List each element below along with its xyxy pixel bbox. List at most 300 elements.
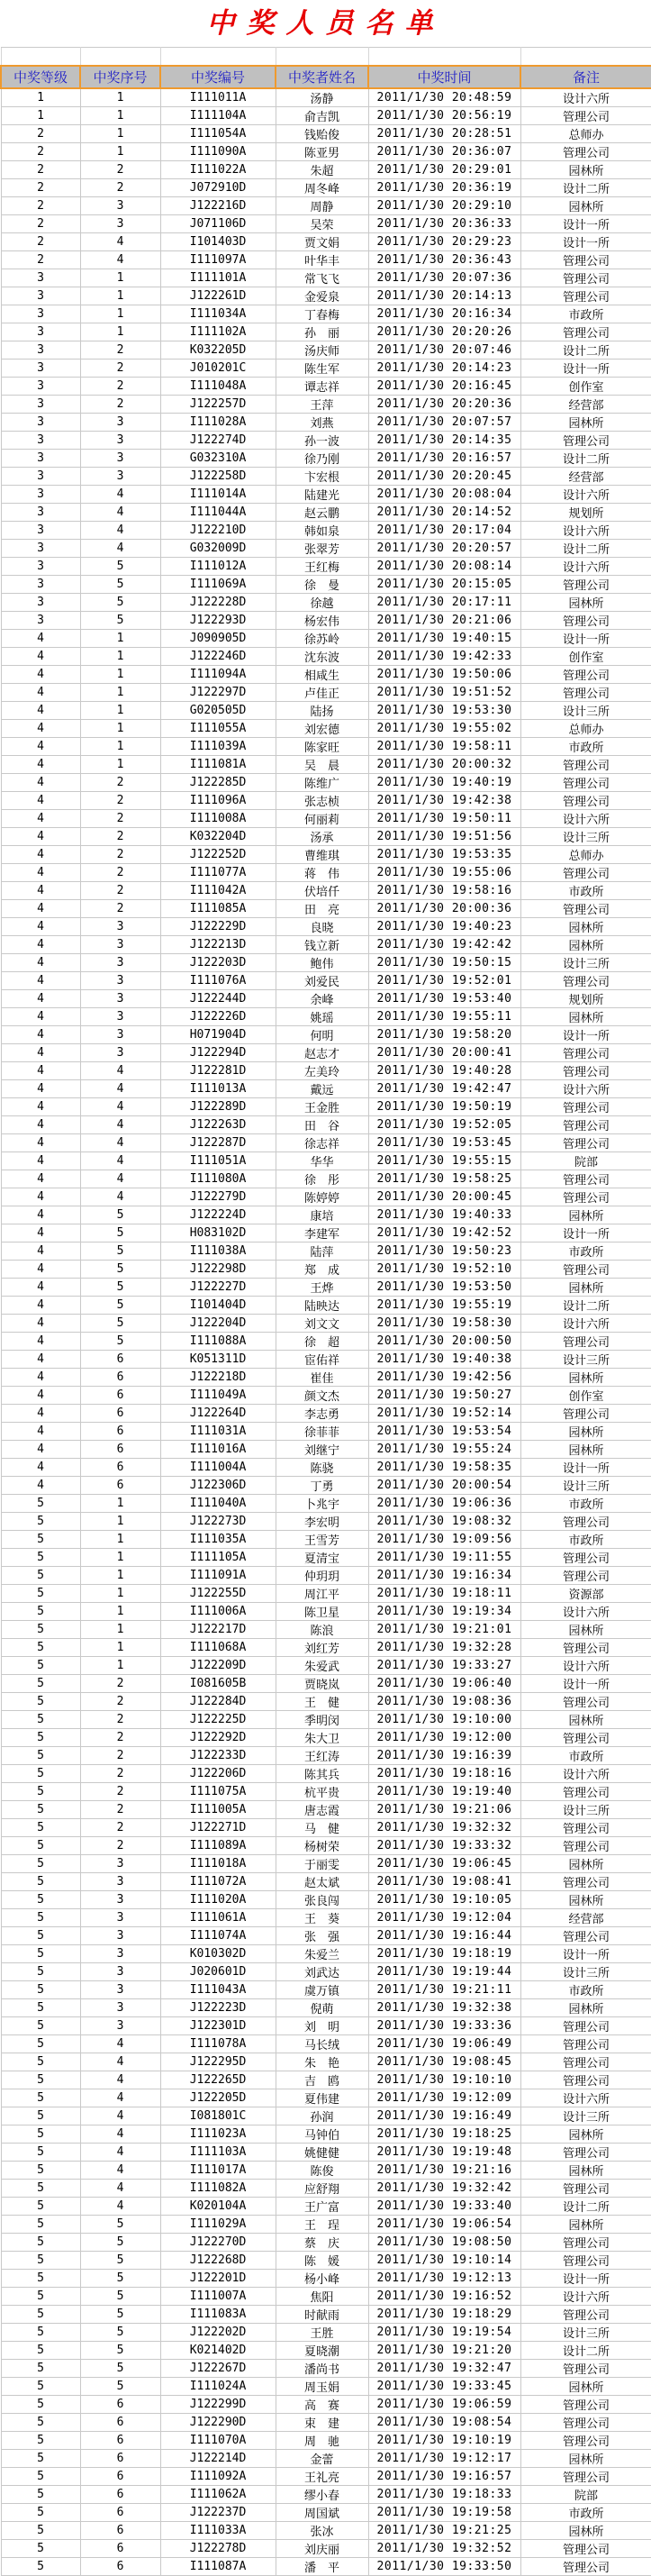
table-row — [1, 666, 651, 684]
name-cell: 叶华丰 — [276, 251, 368, 269]
remark-cell: 设计三所 — [520, 1963, 651, 1981]
table-row — [1, 630, 651, 648]
table-row — [1, 1008, 651, 1026]
seq-cell: 2 — [80, 1729, 160, 1747]
remark-cell: 管理公司 — [520, 2252, 651, 2270]
table-row — [1, 2270, 651, 2288]
code-cell: I111087A — [160, 2558, 276, 2576]
name-cell: 常飞飞 — [276, 269, 368, 287]
time-cell: 2011/1/30 19:10:14 — [368, 2252, 520, 2270]
time-cell: 2011/1/30 19:52:01 — [368, 972, 520, 990]
seq-cell: 3 — [80, 432, 160, 450]
name-cell: 马 健 — [276, 1819, 368, 1837]
remark-cell: 管理公司 — [520, 432, 651, 450]
name-cell: 余峰 — [276, 990, 368, 1008]
time-cell: 2011/1/30 20:36:33 — [368, 215, 520, 233]
name-cell: 王广富 — [276, 2198, 368, 2216]
level-cell: 5 — [1, 2216, 80, 2234]
time-cell: 2011/1/30 19:53:54 — [368, 1423, 520, 1441]
code-cell: J122279D — [160, 1188, 276, 1206]
level-cell: 5 — [1, 2089, 80, 2107]
time-cell: 2011/1/30 19:10:19 — [368, 2432, 520, 2450]
code-cell: K020104A — [160, 2198, 276, 2216]
time-cell: 2011/1/30 19:21:16 — [368, 2162, 520, 2180]
code-cell: I111005A — [160, 1801, 276, 1819]
code-cell: I111018A — [160, 1855, 276, 1873]
seq-cell: 5 — [80, 2360, 160, 2378]
time-cell: 2011/1/30 19:16:39 — [368, 1747, 520, 1765]
table-row — [1, 1927, 651, 1945]
remark-cell: 规划所 — [520, 504, 651, 522]
level-cell: 4 — [1, 630, 80, 648]
seq-cell: 1 — [80, 143, 160, 161]
spacer-cell — [368, 48, 520, 67]
name-cell: 俞吉凯 — [276, 107, 368, 125]
remark-cell: 园林所 — [520, 2125, 651, 2144]
remark-cell: 市政所 — [520, 738, 651, 756]
level-cell: 5 — [1, 2035, 80, 2053]
seq-cell: 6 — [80, 2396, 160, 2414]
time-cell: 2011/1/30 20:56:19 — [368, 107, 520, 125]
table-row — [1, 1206, 651, 1224]
table-row — [1, 1116, 651, 1134]
time-cell: 2011/1/30 19:58:16 — [368, 882, 520, 900]
code-cell: I111068A — [160, 1639, 276, 1657]
level-cell: 4 — [1, 1116, 80, 1134]
table-row — [1, 918, 651, 936]
code-cell: I111034A — [160, 305, 276, 323]
seq-cell: 1 — [80, 1621, 160, 1639]
name-cell: 王 健 — [276, 1693, 368, 1711]
table-row — [1, 1567, 651, 1585]
name-cell: 颜文杰 — [276, 1387, 368, 1405]
seq-cell: 6 — [80, 1423, 160, 1441]
remark-cell: 设计一所 — [520, 1945, 651, 1963]
time-cell: 2011/1/30 19:55:19 — [368, 1297, 520, 1315]
table-row — [1, 1441, 651, 1459]
seq-cell: 4 — [80, 2035, 160, 2053]
remark-cell: 管理公司 — [520, 2234, 651, 2252]
code-cell: G032310A — [160, 450, 276, 468]
remark-cell: 园林所 — [520, 936, 651, 954]
spacer-cell — [1, 48, 80, 67]
table-row — [1, 305, 651, 323]
code-cell: I101404D — [160, 1297, 276, 1315]
seq-cell: 1 — [80, 1657, 160, 1675]
time-cell: 2011/1/30 20:17:11 — [368, 594, 520, 612]
seq-cell: 4 — [80, 504, 160, 522]
table-row — [1, 2486, 651, 2504]
name-cell: 陈俊 — [276, 2162, 368, 2180]
page-title: 中奖人员名单 — [206, 7, 445, 39]
column-header-time: 中奖时间 — [368, 66, 520, 88]
name-cell: 徐乃刚 — [276, 450, 368, 468]
name-cell: 王 珵 — [276, 2216, 368, 2234]
table-body — [1, 88, 651, 2576]
seq-cell: 2 — [80, 1693, 160, 1711]
table-row — [1, 2252, 651, 2270]
name-cell: 徐 超 — [276, 1333, 368, 1351]
time-cell: 2011/1/30 19:50:15 — [368, 954, 520, 972]
name-cell: 朱超 — [276, 161, 368, 179]
time-cell: 2011/1/30 20:14:23 — [368, 360, 520, 378]
table-row — [1, 1062, 651, 1080]
level-cell: 4 — [1, 990, 80, 1008]
seq-cell: 1 — [80, 1585, 160, 1603]
remark-cell: 园林所 — [520, 2522, 651, 2540]
name-cell: 金蕾 — [276, 2450, 368, 2468]
name-cell: 刘红芳 — [276, 1639, 368, 1657]
name-cell: 赵云鹏 — [276, 504, 368, 522]
time-cell: 2011/1/30 20:28:51 — [368, 125, 520, 143]
seq-cell: 5 — [80, 1242, 160, 1261]
seq-cell: 3 — [80, 1855, 160, 1873]
remark-cell: 设计一所 — [520, 1224, 651, 1242]
time-cell: 2011/1/30 19:53:50 — [368, 1279, 520, 1297]
time-cell: 2011/1/30 19:58:25 — [368, 1170, 520, 1188]
table-row — [1, 2288, 651, 2306]
level-cell: 4 — [1, 1224, 80, 1242]
seq-cell: 1 — [80, 287, 160, 305]
name-cell: 蔡 庆 — [276, 2234, 368, 2252]
remark-cell: 园林所 — [520, 1711, 651, 1729]
name-cell: 陆扬 — [276, 702, 368, 720]
remark-cell: 设计一所 — [520, 2270, 651, 2288]
spacer-cell — [160, 48, 276, 67]
name-cell: 徐 曼 — [276, 576, 368, 594]
level-cell: 5 — [1, 1927, 80, 1945]
seq-cell: 1 — [80, 1513, 160, 1531]
name-cell: 周江平 — [276, 1585, 368, 1603]
name-cell: 刘爱民 — [276, 972, 368, 990]
time-cell: 2011/1/30 19:06:49 — [368, 2035, 520, 2053]
seq-cell: 3 — [80, 936, 160, 954]
level-cell: 5 — [1, 1603, 80, 1621]
seq-cell: 2 — [80, 1819, 160, 1837]
code-cell: K021402D — [160, 2342, 276, 2360]
remark-cell: 设计二所 — [520, 540, 651, 558]
level-cell: 2 — [1, 233, 80, 251]
table-row — [1, 396, 651, 414]
time-cell: 2011/1/30 19:32:52 — [368, 2540, 520, 2558]
remark-cell: 管理公司 — [520, 900, 651, 918]
name-cell: 姚健健 — [276, 2144, 368, 2162]
table-row — [1, 936, 651, 954]
name-cell: 王雪芳 — [276, 1531, 368, 1549]
table-row — [1, 702, 651, 720]
level-cell: 5 — [1, 1747, 80, 1765]
seq-cell: 4 — [80, 1152, 160, 1170]
remark-cell: 管理公司 — [520, 2180, 651, 2198]
name-cell: 张冰 — [276, 2522, 368, 2540]
table-row — [1, 1801, 651, 1819]
name-cell: 汤静 — [276, 88, 368, 107]
table-row — [1, 1026, 651, 1044]
name-cell: 徐菲菲 — [276, 1423, 368, 1441]
level-cell: 5 — [1, 2017, 80, 2035]
level-cell: 4 — [1, 882, 80, 900]
name-cell: 孙一波 — [276, 432, 368, 450]
name-cell: 陆映达 — [276, 1297, 368, 1315]
time-cell: 2011/1/30 19:19:44 — [368, 1963, 520, 1981]
table-row — [1, 738, 651, 756]
time-cell: 2011/1/30 20:20:57 — [368, 540, 520, 558]
level-cell: 4 — [1, 1369, 80, 1387]
remark-cell: 院部 — [520, 1152, 651, 1170]
table-row — [1, 1891, 651, 1909]
table-row — [1, 1981, 651, 1999]
level-cell: 5 — [1, 1711, 80, 1729]
level-cell: 5 — [1, 1729, 80, 1747]
level-cell: 3 — [1, 269, 80, 287]
table-row — [1, 954, 651, 972]
code-cell: I081801C — [160, 2107, 276, 2125]
remark-cell: 管理公司 — [520, 1170, 651, 1188]
seq-cell: 5 — [80, 1261, 160, 1279]
seq-cell: 6 — [80, 1369, 160, 1387]
level-cell: 2 — [1, 197, 80, 215]
name-cell: 丁勇 — [276, 1477, 368, 1495]
remark-cell: 管理公司 — [520, 864, 651, 882]
seq-cell: 1 — [80, 323, 160, 341]
seq-cell: 2 — [80, 828, 160, 846]
table-row — [1, 684, 651, 702]
time-cell: 2011/1/30 19:53:40 — [368, 990, 520, 1008]
table-row — [1, 468, 651, 486]
level-cell: 3 — [1, 468, 80, 486]
level-cell: 5 — [1, 2504, 80, 2522]
level-cell: 5 — [1, 1999, 80, 2017]
remark-cell: 市政所 — [520, 1981, 651, 1999]
remark-cell: 设计一所 — [520, 215, 651, 233]
seq-cell: 5 — [80, 558, 160, 576]
name-cell: 刘庆丽 — [276, 2540, 368, 2558]
level-cell: 4 — [1, 1170, 80, 1188]
remark-cell: 设计三所 — [520, 828, 651, 846]
name-cell: 吴荣 — [276, 215, 368, 233]
time-cell: 2011/1/30 19:58:20 — [368, 1026, 520, 1044]
remark-cell: 设计六所 — [520, 1315, 651, 1333]
table-row — [1, 1549, 651, 1567]
time-cell: 2011/1/30 19:33:45 — [368, 2378, 520, 2396]
seq-cell: 1 — [80, 738, 160, 756]
level-cell: 4 — [1, 900, 80, 918]
code-cell: I111024A — [160, 2378, 276, 2396]
seq-cell: 6 — [80, 2468, 160, 2486]
remark-cell: 总师办 — [520, 720, 651, 738]
code-cell: J122227D — [160, 1279, 276, 1297]
level-cell: 5 — [1, 2306, 80, 2324]
level-cell: 2 — [1, 125, 80, 143]
remark-cell: 管理公司 — [520, 2558, 651, 2576]
code-cell: J122261D — [160, 287, 276, 305]
table-row — [1, 1459, 651, 1477]
table-row — [1, 1369, 651, 1387]
code-cell: J122214D — [160, 2450, 276, 2468]
table-row — [1, 233, 651, 251]
time-cell: 2011/1/30 19:18:29 — [368, 2306, 520, 2324]
level-cell: 5 — [1, 2324, 80, 2342]
name-cell: 汤承 — [276, 828, 368, 846]
code-cell: I111033A — [160, 2522, 276, 2540]
code-cell: I111078A — [160, 2035, 276, 2053]
table-row — [1, 756, 651, 774]
name-cell: 陈卫星 — [276, 1603, 368, 1621]
name-cell: 王红梅 — [276, 558, 368, 576]
seq-cell: 3 — [80, 468, 160, 486]
code-cell: J122289D — [160, 1098, 276, 1116]
code-cell: J122226D — [160, 1008, 276, 1026]
table-row — [1, 1855, 651, 1873]
level-cell: 5 — [1, 1657, 80, 1675]
code-cell: I111020A — [160, 1891, 276, 1909]
seq-cell: 3 — [80, 1873, 160, 1891]
table-row — [1, 2144, 651, 2162]
remark-cell: 经营部 — [520, 1909, 651, 1927]
level-cell: 5 — [1, 2270, 80, 2288]
table-row — [1, 1297, 651, 1315]
time-cell: 2011/1/30 20:20:36 — [368, 396, 520, 414]
code-cell: I111105A — [160, 1549, 276, 1567]
name-cell: 周 驰 — [276, 2432, 368, 2450]
seq-cell: 6 — [80, 2522, 160, 2540]
table-row — [1, 323, 651, 341]
code-cell: I111097A — [160, 251, 276, 269]
remark-cell: 管理公司 — [520, 143, 651, 161]
time-cell: 2011/1/30 20:15:05 — [368, 576, 520, 594]
code-cell: J122237D — [160, 2504, 276, 2522]
table-row — [1, 107, 651, 125]
seq-cell: 4 — [80, 1062, 160, 1080]
time-cell: 2011/1/30 20:36:07 — [368, 143, 520, 161]
level-cell: 5 — [1, 2360, 80, 2378]
level-cell: 4 — [1, 1062, 80, 1080]
level-cell: 4 — [1, 1261, 80, 1279]
remark-cell: 设计三所 — [520, 2107, 651, 2125]
code-cell: J122225D — [160, 1711, 276, 1729]
seq-cell: 2 — [80, 1747, 160, 1765]
spacer-row — [1, 48, 651, 67]
table-row — [1, 1639, 651, 1657]
name-cell: 朱爱兰 — [276, 1945, 368, 1963]
time-cell: 2011/1/30 19:21:11 — [368, 1981, 520, 1999]
time-cell: 2011/1/30 19:12:13 — [368, 2270, 520, 2288]
code-cell: J020601D — [160, 1963, 276, 1981]
table-row — [1, 1242, 651, 1261]
name-cell: 丁春梅 — [276, 305, 368, 323]
table-row — [1, 1351, 651, 1369]
table-row — [1, 882, 651, 900]
code-cell: I111102A — [160, 323, 276, 341]
remark-cell: 园林所 — [520, 161, 651, 179]
code-cell: J122246D — [160, 648, 276, 666]
name-cell: 焦阳 — [276, 2288, 368, 2306]
seq-cell: 1 — [80, 630, 160, 648]
name-cell: 陈婷婷 — [276, 1188, 368, 1206]
seq-cell: 5 — [80, 2342, 160, 2360]
remark-cell: 园林所 — [520, 1855, 651, 1873]
code-cell: J122264D — [160, 1405, 276, 1423]
seq-cell: 6 — [80, 1387, 160, 1405]
level-cell: 4 — [1, 1405, 80, 1423]
remark-cell: 管理公司 — [520, 1134, 651, 1152]
time-cell: 2011/1/30 19:21:20 — [368, 2342, 520, 2360]
code-cell: G032009D — [160, 540, 276, 558]
time-cell: 2011/1/30 20:00:50 — [368, 1333, 520, 1351]
code-cell: K010302D — [160, 1945, 276, 1963]
code-cell: J122281D — [160, 1062, 276, 1080]
column-header-level: 中奖等级 — [1, 66, 80, 88]
remark-cell: 设计二所 — [520, 2342, 651, 2360]
code-cell: I111104A — [160, 107, 276, 125]
table-row — [1, 2306, 651, 2324]
time-cell: 2011/1/30 20:00:32 — [368, 756, 520, 774]
time-cell: 2011/1/30 19:16:57 — [368, 2468, 520, 2486]
name-cell: 张翠芳 — [276, 540, 368, 558]
seq-cell: 2 — [80, 1711, 160, 1729]
remark-cell: 管理公司 — [520, 1783, 651, 1801]
level-cell: 5 — [1, 2125, 80, 2144]
table-row — [1, 1044, 651, 1062]
time-cell: 2011/1/30 19:58:30 — [368, 1315, 520, 1333]
seq-cell: 6 — [80, 2558, 160, 2576]
table-row — [1, 1711, 651, 1729]
code-cell: I111008A — [160, 810, 276, 828]
name-cell: 夏清宝 — [276, 1549, 368, 1567]
name-cell: 谭志祥 — [276, 378, 368, 396]
code-cell: J122202D — [160, 2324, 276, 2342]
spacer-cell — [80, 48, 160, 67]
remark-cell: 管理公司 — [520, 1044, 651, 1062]
seq-cell: 1 — [80, 666, 160, 684]
code-cell: I111038A — [160, 1242, 276, 1261]
time-cell: 2011/1/30 19:18:16 — [368, 1765, 520, 1783]
seq-cell: 2 — [80, 882, 160, 900]
remark-cell: 管理公司 — [520, 2053, 651, 2071]
level-cell: 5 — [1, 1585, 80, 1603]
table-row — [1, 1170, 651, 1188]
code-cell: I111035A — [160, 1531, 276, 1549]
time-cell: 2011/1/30 19:52:14 — [368, 1405, 520, 1423]
seq-cell: 1 — [80, 684, 160, 702]
remark-cell: 园林所 — [520, 2216, 651, 2234]
time-cell: 2011/1/30 19:12:17 — [368, 2450, 520, 2468]
time-cell: 2011/1/30 19:55:11 — [368, 1008, 520, 1026]
seq-cell: 2 — [80, 396, 160, 414]
remark-cell: 园林所 — [520, 1423, 651, 1441]
time-cell: 2011/1/30 19:42:56 — [368, 1369, 520, 1387]
seq-cell: 4 — [80, 1080, 160, 1098]
time-cell: 2011/1/30 19:53:30 — [368, 702, 520, 720]
level-cell: 4 — [1, 1134, 80, 1152]
code-cell: J122284D — [160, 1693, 276, 1711]
time-cell: 2011/1/30 20:07:36 — [368, 269, 520, 287]
seq-cell: 3 — [80, 918, 160, 936]
name-cell: 左美玲 — [276, 1062, 368, 1080]
time-cell: 2011/1/30 19:16:52 — [368, 2288, 520, 2306]
remark-cell: 管理公司 — [520, 2071, 651, 2089]
code-cell: I111081A — [160, 756, 276, 774]
seq-cell: 2 — [80, 1801, 160, 1819]
name-cell: 田 谷 — [276, 1116, 368, 1134]
code-cell: I111083A — [160, 2306, 276, 2324]
name-cell: 缪小春 — [276, 2486, 368, 2504]
time-cell: 2011/1/30 20:14:35 — [368, 432, 520, 450]
name-cell: 王红涛 — [276, 1747, 368, 1765]
level-cell: 4 — [1, 1206, 80, 1224]
remark-cell: 市政所 — [520, 2504, 651, 2522]
remark-cell: 设计六所 — [520, 486, 651, 504]
